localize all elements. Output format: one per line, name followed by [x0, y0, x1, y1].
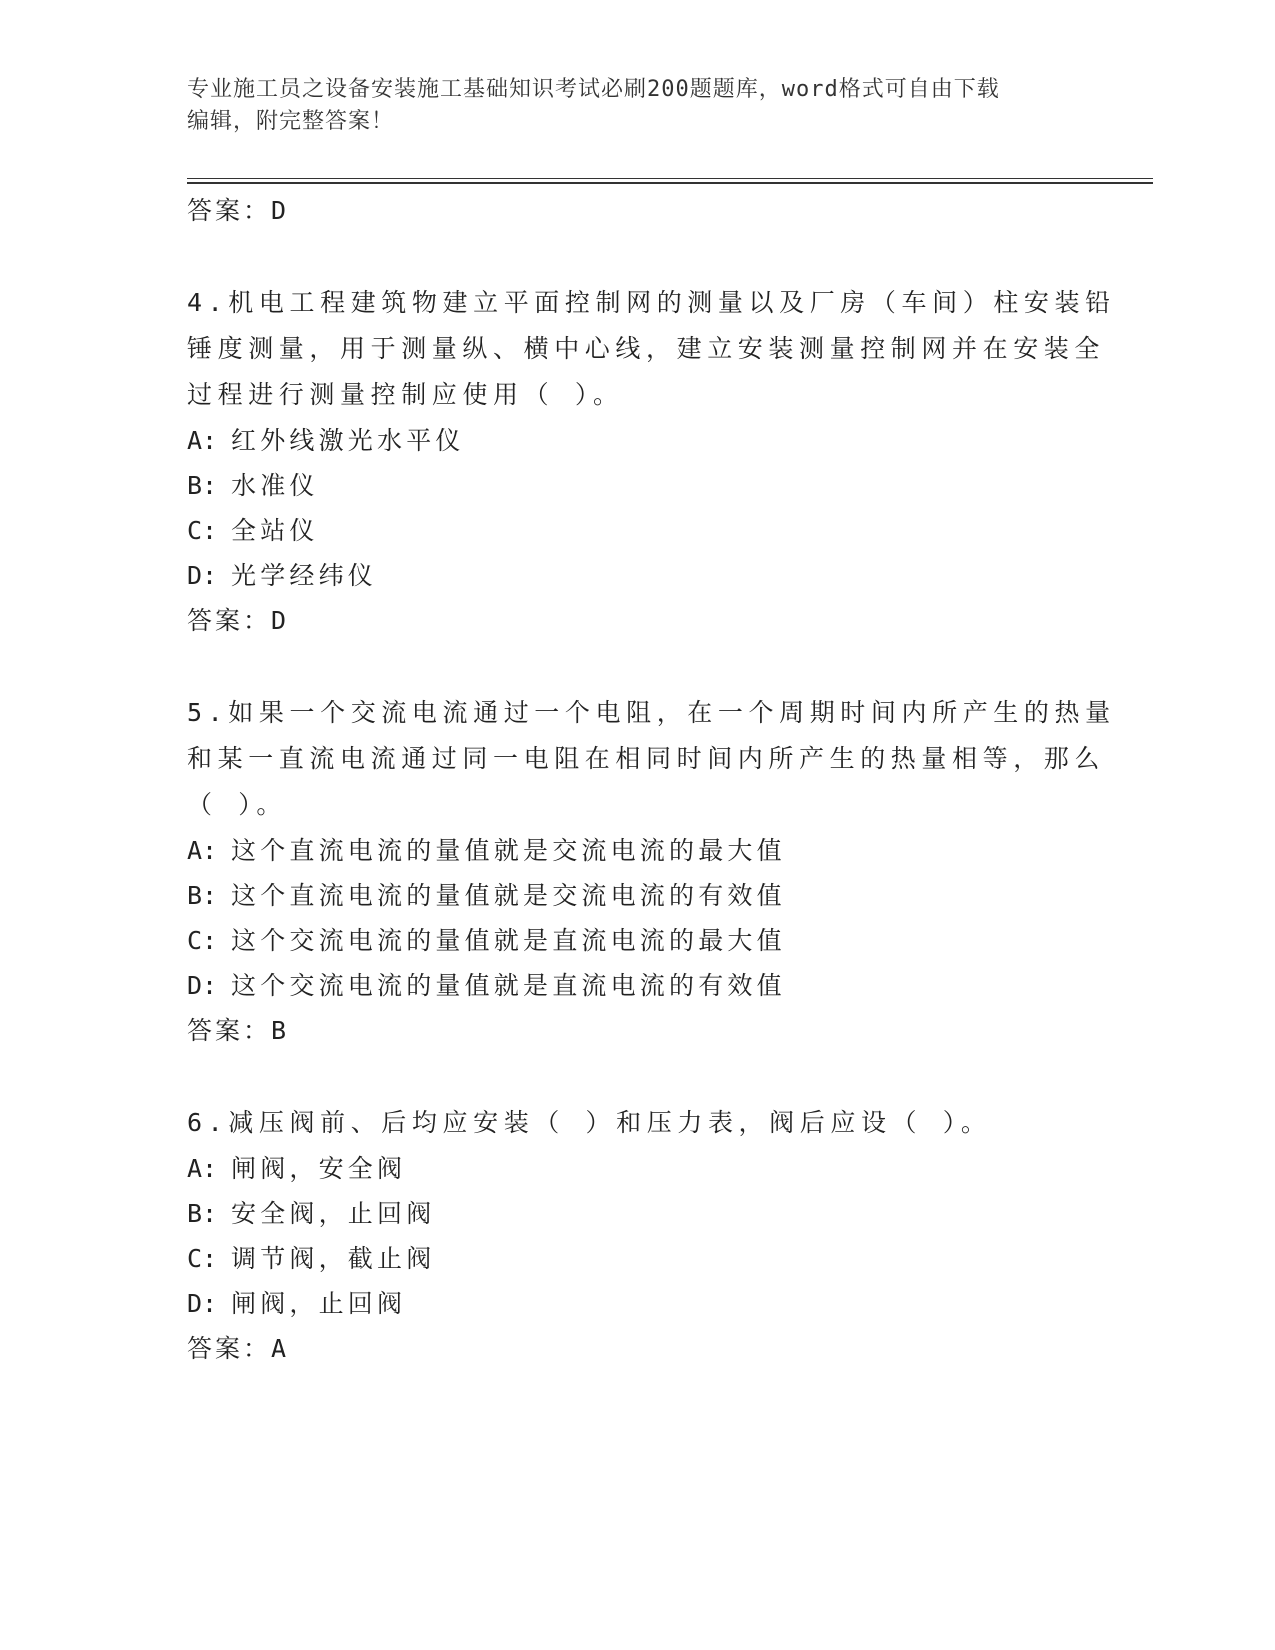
option-c	[187, 1236, 1067, 1281]
option-letter: C:	[187, 926, 218, 955]
stem-line: 锤度测量，用于测量纵、横中心线，建立安装测量控制网并在安装全	[187, 334, 1106, 363]
option-text: 全站仪	[231, 516, 319, 545]
header-rule-thin	[187, 178, 1153, 179]
option-letter: A:	[187, 426, 218, 455]
option-text: 这个交流电流的量值就是直流电流的有效值	[231, 971, 786, 1000]
page-header	[187, 74, 1067, 138]
option-text: 闸阀，止回阀	[231, 1289, 407, 1318]
answer-label: 答案：	[187, 1334, 272, 1363]
header-rule-thick	[187, 182, 1153, 184]
header-line-1: 专业施工员之设备安装施工基础知识考试必刷200题题库，word格式可自由下载	[187, 77, 1000, 102]
option-text: 水准仪	[231, 471, 319, 500]
stem-line: 6.减压阀前、后均应安装（ ）和压力表，阀后应设（ ）。	[187, 1108, 992, 1137]
answer-label: 答案：	[187, 606, 272, 635]
option-c	[187, 918, 1067, 963]
option-text: 这个直流电流的量值就是交流电流的有效值	[231, 881, 786, 910]
question-answer	[187, 598, 1067, 644]
question-answer	[187, 1008, 1067, 1054]
option-letter: C:	[187, 516, 218, 545]
stem-line: 和某一直流电流通过同一电阻在相同时间内所产生的热量相等，那么	[187, 744, 1106, 773]
answer-value: B	[271, 1016, 287, 1045]
option-text: 闸阀，安全阀	[231, 1154, 407, 1183]
option-letter: B:	[187, 471, 218, 500]
option-letter: B:	[187, 1199, 218, 1228]
option-text: 红外线激光水平仪	[231, 426, 465, 455]
option-letter: D:	[187, 561, 218, 590]
option-text: 这个直流电流的量值就是交流电流的最大值	[231, 836, 786, 865]
question-stem	[187, 1100, 1067, 1146]
stem-line: （ ）。	[187, 790, 287, 819]
option-text: 调节阀，截止阀	[231, 1244, 436, 1273]
option-b	[187, 873, 1067, 918]
option-letter: A:	[187, 836, 218, 865]
stem-line: 4.机电工程建筑物建立平面控制网的测量以及厂房（车间）柱安装铅	[187, 288, 1116, 317]
question-stem	[187, 280, 1116, 418]
option-letter: D:	[187, 1289, 218, 1318]
option-text: 光学经纬仪	[231, 561, 378, 590]
option-letter: C:	[187, 1244, 218, 1273]
answer-label: 答案：	[187, 196, 272, 225]
stem-line: 过程进行测量控制应使用（ ）。	[187, 380, 624, 409]
stem-line: 5.如果一个交流电流通过一个电阻，在一个周期时间内所产生的热量	[187, 698, 1116, 727]
option-text: 这个交流电流的量值就是直流电流的最大值	[231, 926, 786, 955]
previous-answer	[187, 188, 1067, 234]
option-letter: D:	[187, 971, 218, 1000]
question-answer	[187, 1326, 1067, 1372]
option-d	[187, 1281, 1067, 1326]
question-5	[187, 690, 1116, 1054]
option-a	[187, 1146, 1067, 1191]
option-b	[187, 463, 1067, 508]
question-4	[187, 280, 1116, 644]
answer-label: 答案：	[187, 1016, 272, 1045]
option-a	[187, 828, 1067, 873]
header-line-2: 编辑，附完整答案！	[187, 109, 395, 134]
option-d	[187, 553, 1067, 598]
option-letter: A:	[187, 1154, 218, 1183]
answer-value: D	[271, 196, 287, 225]
question-6	[187, 1100, 1067, 1372]
question-stem	[187, 690, 1116, 828]
answer-value: A	[271, 1334, 287, 1363]
answer-value: D	[271, 606, 287, 635]
option-b	[187, 1191, 1067, 1236]
document-content	[187, 188, 1116, 1372]
option-letter: B:	[187, 881, 218, 910]
option-text: 安全阀，止回阀	[231, 1199, 436, 1228]
option-d	[187, 963, 1067, 1008]
option-c	[187, 508, 1067, 553]
option-a	[187, 418, 1067, 463]
